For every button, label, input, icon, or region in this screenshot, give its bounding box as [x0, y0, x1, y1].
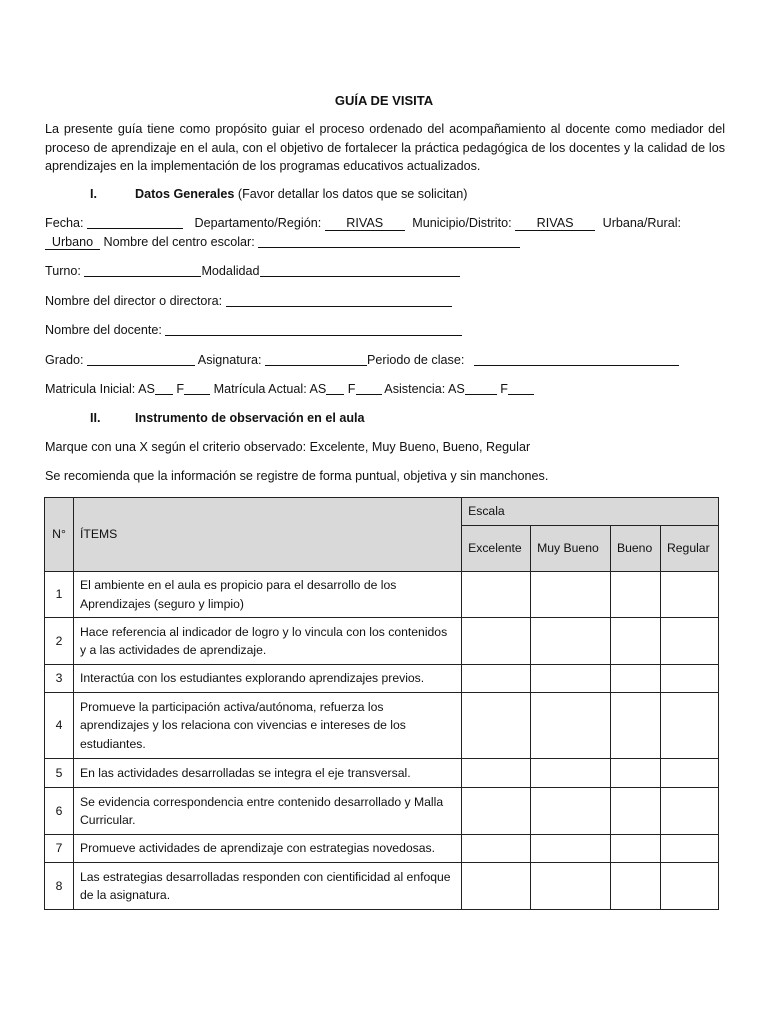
- fecha-label: Fecha:: [45, 216, 87, 230]
- row-number: 7: [45, 835, 74, 863]
- cell-excelente[interactable]: [462, 863, 531, 910]
- turno-label: Turno:: [45, 264, 85, 278]
- row-item-text: Interactúa con los estudiantes explorando aprendizajes previos.: [73, 665, 461, 693]
- row-item-text: Promueve la participación activa/autónoma, refuerza los aprendizajes y los relaciona con vivencias e intereses de los estudiantes.: [73, 693, 461, 759]
- cell-bueno[interactable]: [610, 693, 660, 759]
- modalidad-label: Modalidad: [201, 264, 260, 278]
- header-escala: Escala: [462, 498, 719, 526]
- urbana-label: Urbana/Rural:: [602, 216, 682, 230]
- field-line-docente: [45, 323, 462, 337]
- page-title: GUÍA DE VISITA: [334, 93, 434, 108]
- cell-bueno[interactable]: [610, 863, 660, 910]
- header-number: N°: [45, 498, 74, 572]
- cell-excelente[interactable]: [462, 618, 531, 665]
- row-item-text: Las estrategias desarrolladas responden con cientificidad al enfoque de la asignatura.: [73, 863, 461, 910]
- departamento-value[interactable]: RIVAS: [325, 216, 405, 231]
- observation-table: [44, 497, 719, 910]
- cell-muy-bueno[interactable]: [531, 759, 611, 788]
- matricula-inicial-label: Matricula Inicial: AS: [45, 382, 155, 396]
- cell-bueno[interactable]: [610, 835, 660, 863]
- periodo-label: Periodo de clase:: [367, 353, 468, 367]
- grado-label: Grado:: [45, 353, 87, 367]
- section-1-note: (Favor detallar los datos que se solicitan): [234, 187, 468, 201]
- header-items: ÍTEMS: [73, 498, 461, 572]
- matricula-inicial-f-field[interactable]: [184, 382, 210, 395]
- section-1-number: I.: [90, 187, 97, 201]
- departamento-label: Departamento/Región:: [194, 216, 325, 230]
- section-2-number: II.: [90, 411, 101, 425]
- cell-bueno[interactable]: [610, 788, 660, 835]
- field-line-turno: [45, 264, 460, 278]
- cell-excelente[interactable]: [462, 665, 531, 693]
- row-item-text: Promueve actividades de aprendizaje con estrategias novedosas.: [73, 835, 461, 863]
- f2-label: F: [344, 382, 356, 396]
- cell-regular[interactable]: [660, 572, 718, 618]
- instruction-recomienda: Se recomienda que la información se registre de forma puntual, objetiva y sin manchones.: [45, 469, 549, 483]
- cell-bueno[interactable]: [610, 618, 660, 665]
- cell-bueno[interactable]: [610, 759, 660, 788]
- director-field[interactable]: [226, 294, 452, 307]
- centro-label: Nombre del centro escolar:: [100, 235, 259, 249]
- centro-field[interactable]: [258, 235, 520, 248]
- modalidad-field[interactable]: [260, 264, 460, 277]
- row-number: 6: [45, 788, 74, 835]
- grado-field[interactable]: [87, 353, 195, 366]
- row-number: 5: [45, 759, 74, 788]
- cell-muy-bueno[interactable]: [531, 788, 611, 835]
- table-row: [45, 618, 719, 665]
- cell-regular[interactable]: [660, 618, 718, 665]
- asignatura-field[interactable]: [265, 353, 367, 366]
- cell-excelente[interactable]: [462, 572, 531, 618]
- cell-regular[interactable]: [660, 835, 718, 863]
- cell-regular[interactable]: [660, 863, 718, 910]
- row-item-text: El ambiente en el aula es propicio para el desarrollo de los Aprendizajes (seguro y limpio): [73, 572, 461, 618]
- row-number: 8: [45, 863, 74, 910]
- section-2-title: Instrumento de observación en el aula: [135, 411, 365, 425]
- f1-label: F: [172, 382, 185, 396]
- header-muy-bueno: Muy Bueno: [531, 526, 611, 572]
- urbana-value[interactable]: Urbano: [45, 235, 100, 250]
- cell-regular[interactable]: [660, 759, 718, 788]
- asistencia-label: Asistencia: AS: [381, 382, 465, 396]
- asistencia-as-field[interactable]: [465, 382, 497, 395]
- header-excelente: Excelente: [462, 526, 531, 572]
- cell-regular[interactable]: [660, 788, 718, 835]
- cell-muy-bueno[interactable]: [531, 693, 611, 759]
- docente-field[interactable]: [165, 323, 462, 336]
- row-item-text: En las actividades desarrolladas se integra el eje transversal.: [73, 759, 461, 788]
- matricula-actual-f-field[interactable]: [356, 382, 382, 395]
- table-row: [45, 835, 719, 863]
- docente-label: Nombre del docente:: [45, 323, 166, 337]
- asignatura-label: Asignatura:: [195, 353, 266, 367]
- cell-muy-bueno[interactable]: [531, 835, 611, 863]
- fecha-field[interactable]: [87, 216, 183, 229]
- cell-muy-bueno[interactable]: [531, 618, 611, 665]
- field-line-matricula: [45, 382, 534, 396]
- table-row: [45, 788, 719, 835]
- row-number: 1: [45, 572, 74, 618]
- field-line-centro: [45, 235, 520, 250]
- section-2-heading: [45, 411, 365, 425]
- row-number: 4: [45, 693, 74, 759]
- asistencia-f-field[interactable]: [508, 382, 534, 395]
- municipio-label: Municipio/Distrito:: [412, 216, 516, 230]
- row-item-text: Se evidencia correspondencia entre contenido desarrollado y Malla Curricular.: [73, 788, 461, 835]
- municipio-value[interactable]: RIVAS: [515, 216, 595, 231]
- table-row: [45, 665, 719, 693]
- table-row: [45, 759, 719, 788]
- section-1-title: Datos Generales: [135, 187, 235, 201]
- cell-excelente[interactable]: [462, 759, 531, 788]
- cell-regular[interactable]: [660, 693, 718, 759]
- header-bueno: Bueno: [610, 526, 660, 572]
- row-number: 3: [45, 665, 74, 693]
- periodo-field[interactable]: [474, 353, 679, 366]
- row-item-text: Hace referencia al indicador de logro y lo vincula con los contenidos y a las actividades de aprendizaje.: [73, 618, 461, 665]
- header-regular: Regular: [660, 526, 718, 572]
- cell-muy-bueno[interactable]: [531, 863, 611, 910]
- f3-label: F: [496, 382, 509, 396]
- field-line-director: [45, 294, 452, 308]
- table-row: [45, 572, 719, 618]
- section-1-heading: [45, 187, 468, 201]
- cell-bueno[interactable]: [610, 665, 660, 693]
- turno-field[interactable]: [84, 264, 201, 277]
- field-line-fecha: [45, 216, 681, 231]
- table-row: [45, 863, 719, 910]
- cell-excelente[interactable]: [462, 835, 531, 863]
- instruction-marque: Marque con una X según el criterio observado: Excelente, Muy Bueno, Bueno, Regular: [45, 440, 531, 454]
- cell-muy-bueno[interactable]: [531, 665, 611, 693]
- cell-muy-bueno[interactable]: [531, 572, 611, 618]
- cell-excelente[interactable]: [462, 788, 531, 835]
- intro-paragraph: La presente guía tiene como propósito guiar el proceso ordenado del acompañamiento al docente como mediador del proceso de aprendizaje en el aula, con el objetivo de fortalecer la práctica pedagógica de los docentes y la calidad de los aprendizajes en la implementación de los programas educativos actualizados.: [45, 122, 725, 173]
- matricula-inicial-as-field[interactable]: [155, 382, 173, 395]
- director-label: Nombre del director o directora:: [45, 294, 226, 308]
- cell-bueno[interactable]: [610, 572, 660, 618]
- cell-excelente[interactable]: [462, 693, 531, 759]
- row-number: 2: [45, 618, 74, 665]
- field-line-grado: [45, 353, 679, 367]
- table-row: [45, 693, 719, 759]
- matricula-actual-label: Matrícula Actual: AS: [210, 382, 327, 396]
- cell-regular[interactable]: [660, 665, 718, 693]
- matricula-actual-as-field[interactable]: [326, 382, 344, 395]
